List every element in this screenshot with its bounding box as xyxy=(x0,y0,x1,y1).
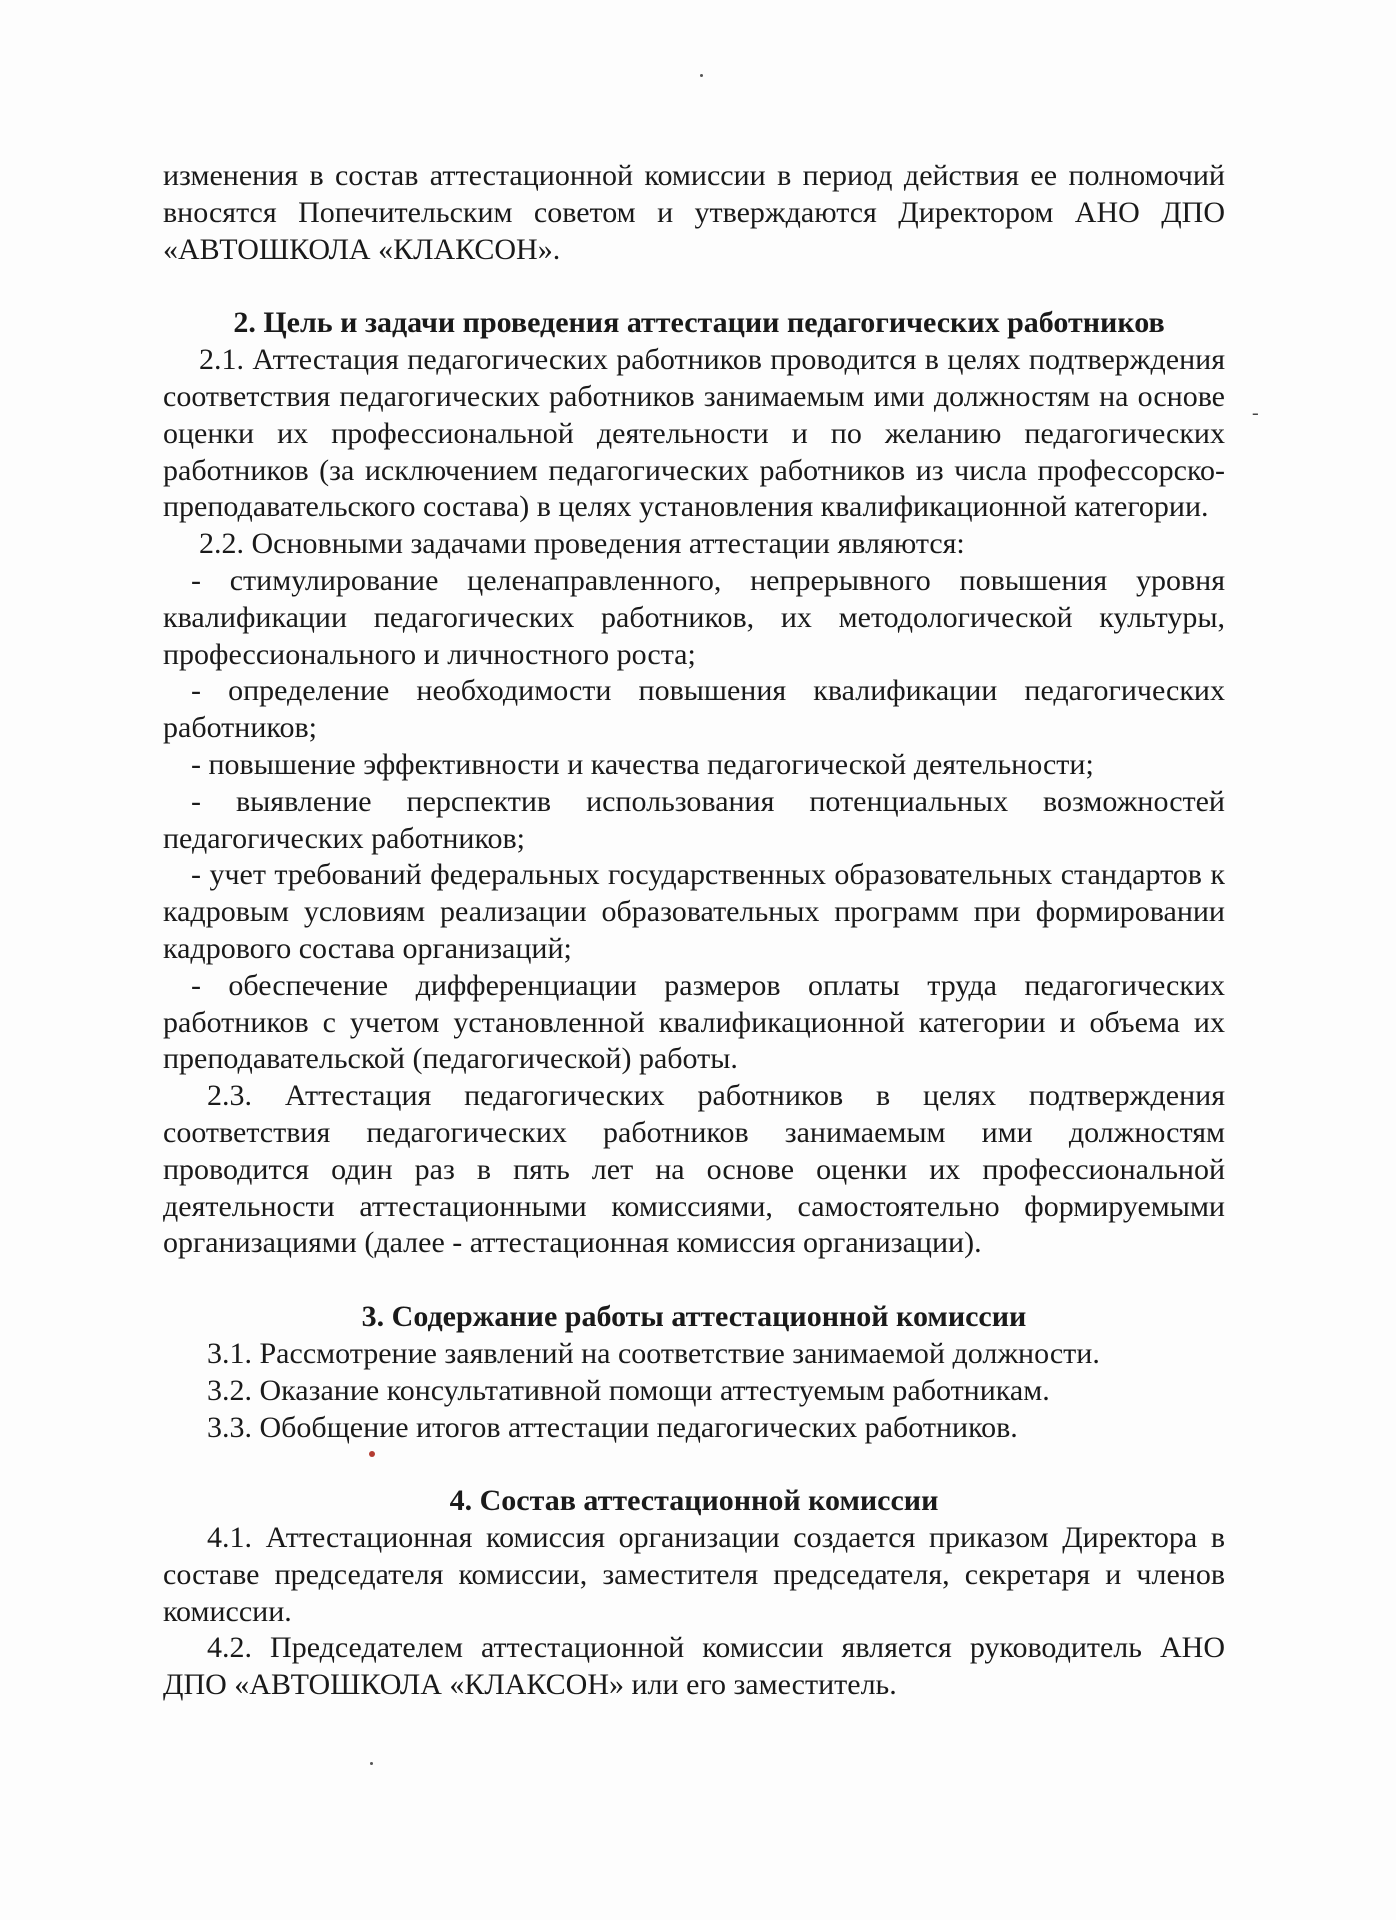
paragraph-2-2: 2.2. Основными задачами проведения аттестации являются: xyxy=(199,527,965,561)
paragraph-2-1: 2.1. Аттестация педагогических работников проводится в целях подтверждения соответствия педагогических работников занимаемым ими должностям на основе оценки их профессиональной деятельности и по желанию педагогических работников (за исключением педагогических работников из числа профессорско-преподавательского состава) в целях установления квалификационной категории. xyxy=(163,343,1225,524)
document-body xyxy=(163,158,1225,1704)
paragraph-2-3: 2.3. Аттестация педагогических работников в целях подтверждения соответствия педагогических работников занимаемым ими должностям проводится один раз в пять лет на основе оценки их профессиональной деятельности аттестационными комиссиями, самостоятельно формируемыми организациями (далее - аттестационная комиссия организации). xyxy=(163,1079,1225,1260)
task-item: - учет требований федеральных государственных образовательных стандартов к кадровым условиям реализации образовательных программ при формировании кадрового состава организаций; xyxy=(163,858,1225,965)
section-3-heading: 3. Содержание работы аттестационной комиссии xyxy=(361,1300,1027,1334)
section-2-heading: 2. Цель и задачи проведения аттестации педагогических работников xyxy=(233,306,1165,340)
paragraph-4-2: 4.2. Председателем аттестационной комиссии является руководитель АНО ДПО «АВТОШКОЛА «КЛАКСОН» или его заместитель. xyxy=(163,1631,1225,1702)
section-3-item: 3.2. Оказание консультативной помощи аттестуемым работникам. xyxy=(207,1373,1050,1407)
paragraph-4-1: 4.1. Аттестационная комиссия организации создается приказом Директора в составе председателя комиссии, заместителя председателя, секретаря и членов комиссии. xyxy=(163,1521,1225,1628)
task-item: - обеспечение дифференциации размеров оплаты труда педагогических работников с учетом установленной квалификационной категории и объема их преподавательской (педагогической) работы. xyxy=(163,968,1225,1076)
section-3-item: 3.3. Обобщение итогов аттестации педагогических работников. xyxy=(207,1410,1018,1444)
task-item: - выявление перспектив использования потенциальных возможностей педагогических работников; xyxy=(163,784,1225,855)
section-3-item: 3.1. Рассмотрение заявлений на соответствие занимаемой должности. xyxy=(207,1336,1100,1370)
margin-mark: - xyxy=(1252,402,1259,424)
scan-speck xyxy=(700,74,703,77)
scan-speck xyxy=(370,1762,373,1765)
intro-paragraph: изменения в состав аттестационной комиссии в период действия ее полномочий вносятся Попечительским советом и утверждаются Директором АНО ДПО «АВТОШКОЛА «КЛАКСОН». xyxy=(163,159,1225,266)
task-item: - стимулирование целенаправленного, непрерывного повышения уровня квалификации педагогических работников, их методологической культуры, профессионального и личностного роста; xyxy=(163,563,1225,671)
task-item: - определение необходимости повышения квалификации педагогических работников; xyxy=(163,674,1225,745)
task-item: - повышение эффективности и качества педагогической деятельности; xyxy=(191,747,1094,781)
section-4-heading: 4. Состав аттестационной комиссии xyxy=(449,1484,939,1518)
